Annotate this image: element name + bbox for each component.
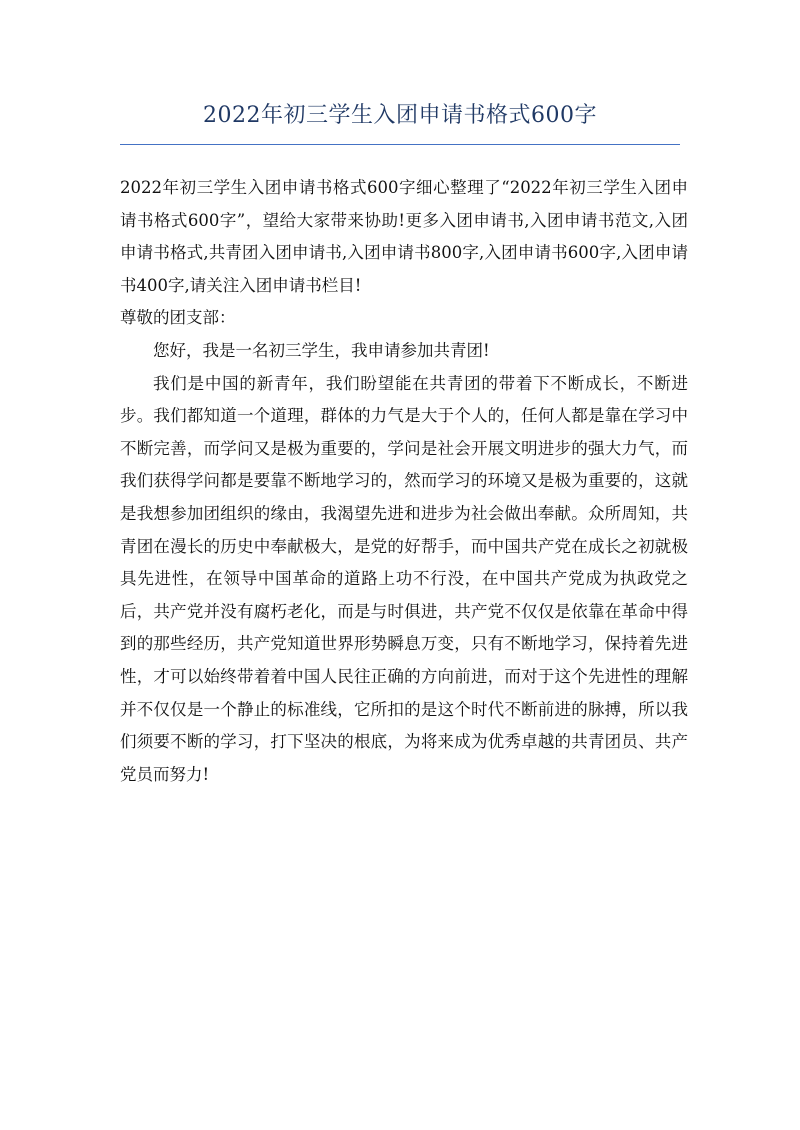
title-divider [120,144,680,145]
body-paragraph-2: 我们是中国的新青年，我们盼望能在共青团的带着下不断成长，不断进步。我们都知道一个道理，群体的力气是大于个人的，任何人都是靠在学习中不断完善，而学问又是极为重要的，学问是社会开展文明进步的强大力气，而我们获得学问都是要靠不断地学习的，然而学习的环境又是极为重要的，这就是我想参加团组织的缘由，我渴望先进和进步为社会做出奉献。众所周知，共青团在漫长的历史中奉献极大，是党的好帮手，而中国共产党在成长之初就极具先进性，在领导中国革命的道路上功不行没，在中国共产党成为执政党之后，共产党并没有腐朽老化，而是与时俱进，共产党不仅仅是依靠在革命中得到的那些经历，共产党知道世界形势瞬息万变，只有不断地学习，保持着先进性，才可以始终带着着中国人民往正确的方向前进，而对于这个先进性的理解并不仅仅是一个静止的标准线，它所扣的是这个时代不断前进的脉搏，所以我们须要不断的学习，打下坚决的根底，为将来成为优秀卓越的共青团员、共产党员而努力! [120,373,688,784]
document-title: 2022年初三学生入团申请书格式600字 [203,103,597,128]
body-paragraph-1: 您好，我是一名初三学生，我申请参加共青团! [153,340,490,360]
document-body [120,172,688,791]
salutation: 尊敬的团支部： [120,308,236,328]
intro-paragraph: 2022年初三学生入团申请书格式600字细心整理了“2022年初三学生入团申请书格式600字”，望给大家带来协助!更多入团申请书,入团申请书范文,入团申请书格式,共青团入团申请书,入团申请书800字,入团申请书600字,入团申请书400字,请关注入团申请书栏目! [120,178,688,295]
